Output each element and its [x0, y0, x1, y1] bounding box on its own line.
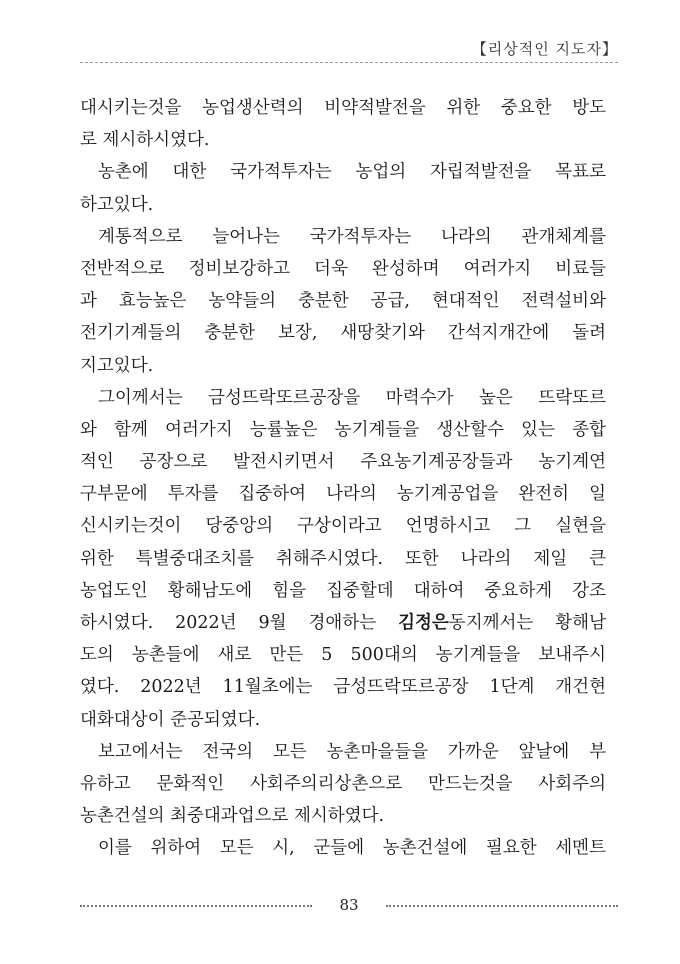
text-line: 농촌건설의 최중대과업으로 제시하였다.	[80, 806, 385, 827]
text-line: 계통적으로 늘어나는 국가적투자는 나라의 관개체계를	[98, 226, 606, 247]
footer-ornament-right	[386, 905, 618, 907]
text-line: 대시키는것을 농업생산력의 비약적발전을 위한 중요한 방도	[80, 98, 606, 118]
text-line: 지고있다.	[80, 355, 154, 376]
text-line: 로 제시하시였다.	[80, 130, 210, 151]
text-line: 이를 위하여 모든 시, 군들에 농촌건설에 필요한 세멘트	[98, 838, 606, 859]
text-line: 농업도인 황해남도에 힘을 집중할데 대하여 중요하게 강조	[80, 580, 606, 601]
text-segment: 하시였다. 2022년 9월 경애하는	[80, 613, 399, 633]
text-line: 보고에서는 전국의 모든 농촌마을들을 가까운 앞날에 부	[98, 741, 606, 762]
running-header: 【리상적인 지도자】	[471, 40, 618, 58]
page-number: 83	[339, 896, 359, 914]
text-segment: 동지께서는 황해남	[448, 613, 606, 633]
text-line: 도의 농촌들에 새로 만든 5 500대의 농기계들을 보내주시	[80, 645, 606, 666]
text-line: 유하고 문화적인 사회주의리상촌으로 만드는것을 사회주의	[80, 773, 606, 794]
text-line: 신시키는것이 당중앙의 구상이라고 언명하시고 그 실현을	[80, 516, 606, 537]
text-line: 과 효능높은 농약들의 충분한 공급, 현대적인 전력설비와	[80, 291, 606, 312]
text-line: 였다. 2022년 11월초에는 금성뜨락또르공장 1단계 개건현	[80, 677, 606, 698]
text-line: 전반적으로 정비보강하고 더욱 완성하며 여러가지 비료들	[80, 258, 606, 279]
text-line: 그이께서는 금성뜨락또르공장을 마력수가 높은 뜨락또르	[98, 387, 606, 408]
text-line: 구부문에 투자를 집중하여 나라의 농기계공업을 완전히 일	[80, 484, 606, 505]
text-line: 농촌에 대한 국가적투자는 농업의 자립적발전을 목표로	[98, 162, 606, 183]
text-line: 전기기계들의 충분한 보장, 새땅찾기와 간석지개간에 돌려	[80, 323, 606, 344]
emphasized-name: 김정은	[398, 613, 449, 633]
text-line: 와 함께 여러가지 능률높은 농기계들을 생산할수 있는 종합	[80, 419, 606, 440]
text-line-with-emphasis	[80, 607, 606, 639]
text-line: 적인 공장으로 발전시키면서 주요농기계공장들과 농기계연	[80, 452, 606, 473]
header-divider	[80, 62, 618, 63]
text-line: 대화대상이 준공되였다.	[80, 709, 261, 730]
text-line: 하고있다.	[80, 194, 154, 215]
page-footer	[80, 896, 618, 916]
text-line: 위한 특별중대조치를 취해주시였다. 또한 나라의 제일 큰	[80, 548, 606, 569]
body-text	[80, 92, 606, 865]
